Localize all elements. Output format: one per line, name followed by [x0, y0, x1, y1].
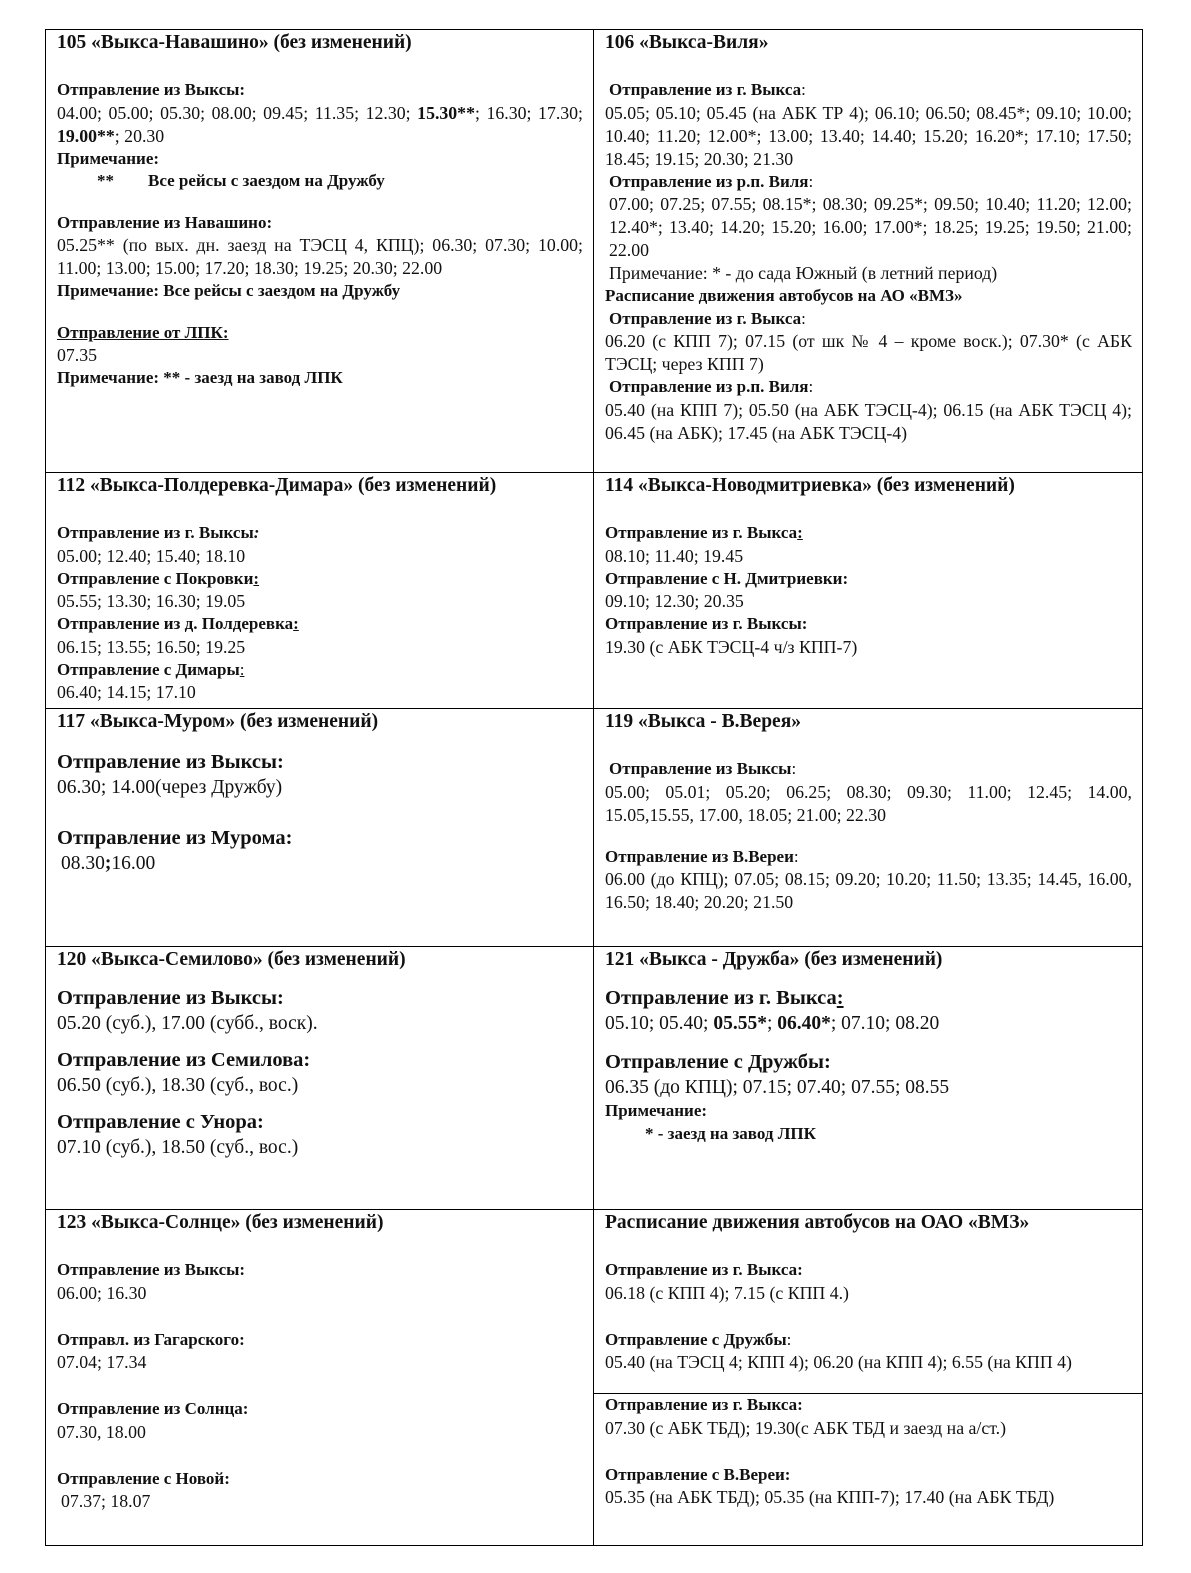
- departure-label: Отправление с Унора:: [57, 1111, 264, 1133]
- table-row: [46, 473, 1143, 709]
- departure-label: Отправление с Н. Дмитриевки:: [605, 568, 849, 588]
- table-row: [46, 1210, 1143, 1546]
- departure-times: 07.35: [57, 345, 98, 365]
- timetable-sheet: [45, 29, 1142, 1546]
- departure-times: 07.37; 18.07: [61, 1491, 151, 1511]
- departure-label: Отправление из В.Вереи:: [605, 846, 799, 866]
- route-119-cell: [594, 709, 1143, 947]
- route-title: 123 «Выкса-Солнце» (без изменений): [57, 1212, 384, 1233]
- route-title: 119 «Выкса - В.Верея»: [605, 711, 802, 732]
- route-112-cell: [46, 473, 594, 709]
- route-title: 112 «Выкса-Полдеревка-Димара» (без изменений): [57, 475, 497, 496]
- departure-times: 05.35 (на АБК ТБД); 05.35 (на КПП-7); 17.40 (на АБК ТБД): [605, 1487, 1055, 1507]
- departure-times: 06.40; 14.15; 17.10: [57, 682, 196, 702]
- departure-times: 19.30 (с АБК ТЭСЦ-4 ч/з КПП-7): [605, 636, 858, 657]
- note-text: * - заезд на завод ЛПК: [645, 1123, 816, 1143]
- route-120-cell: [46, 947, 594, 1210]
- departure-label: Отправление из Выксы:: [57, 987, 284, 1009]
- note-label: Примечание:: [605, 1101, 708, 1120]
- oao-vmz-cell: [594, 1210, 1143, 1546]
- route-title: 106 «Выкса-Виля»: [605, 32, 769, 53]
- departure-label: Отправление с Дружбы:: [605, 1329, 792, 1349]
- departure-times: 05.40 (на КПП 7); 05.50 (на АБК ТЭСЦ-4); 06.15 (на АБК ТЭСЦ 4); 06.45 (на АБК); 17.45 (на АБК ТЭСЦ-4): [605, 399, 1132, 443]
- departure-label: Отправление из г. Выкса:: [605, 1395, 803, 1414]
- route-106-cell: [594, 30, 1143, 473]
- note-text: Примечание: Все рейсы с заездом на Дружбу: [57, 281, 401, 300]
- departure-times: 05.55; 13.30; 16.30; 19.05: [57, 591, 246, 611]
- route-117-cell: [46, 709, 594, 947]
- table-row: [46, 30, 1143, 473]
- departure-times: 06.35 (до КПЦ); 07.15; 07.40; 07.55; 08.55: [605, 1077, 950, 1098]
- section-title: Расписание движения автобусов на АО «ВМЗ»: [605, 286, 963, 305]
- route-121-cell: [594, 947, 1143, 1210]
- departure-label: Отправление из г. Выкса:: [605, 523, 803, 542]
- departure-times: 05.10; 05.40; 05.55*; 06.40*; 07.10; 08.20: [605, 1013, 940, 1034]
- route-114-cell: [594, 473, 1143, 709]
- departure-times: 05.25** (по вых. дн. заезд на ТЭСЦ 4, КПЦ); 06.30; 07.30; 10.00; 11.00; 13.00; 15.00; 17.20; 18.30; 19.25; 20.30; 22.00: [57, 235, 583, 278]
- departure-times: 07.10 (суб.), 18.50 (суб., вос.): [57, 1137, 299, 1158]
- departure-times: 05.05; 05.10; 05.45 (на АБК ТР 4); 06.10; 06.50; 08.45*; 09.10; 10.00; 10.40; 11.20; 12.00*; 13.00; 13.40; 14.40; 15.20; 16.20*; 17.10; 17.50; 18.45; 19.15; 20.30; 21.30: [605, 102, 1132, 169]
- departure-label: Отправление с Димары:: [57, 659, 245, 679]
- route-105-cell: [46, 30, 594, 473]
- departure-label: Отправление с Покровки:: [57, 568, 260, 588]
- departure-label: Отправление из д. Полдеревка:: [57, 614, 299, 633]
- route-title: 114 «Выкса-Новодмитриевка» (без изменений): [605, 475, 1015, 496]
- departure-times: 07.00; 07.25; 07.55; 08.15*; 08.30; 09.25*; 09.50; 10.40; 11.20; 12.00; 12.40*; 13.40; 14.20; 15.20; 16.00; 17.00*; 18.25; 19.25; 19.50; 21.00; 22.00: [609, 194, 1132, 260]
- note-text: Примечание: ** - заезд на завод ЛПК: [57, 368, 343, 387]
- departure-times: 06.50 (суб.), 18.30 (суб., вос.): [57, 1075, 299, 1096]
- departure-label: Отправление из Солнца:: [57, 1399, 249, 1418]
- departure-label: Отправление с В.Вереи:: [605, 1464, 791, 1484]
- timetable-grid: [45, 29, 1143, 1546]
- route-title: 121 «Выкса - Дружба» (без изменений): [605, 949, 943, 970]
- departure-times: 06.18 (с КПП 4); 7.15 (с КПП 4.): [605, 1282, 849, 1303]
- section-divider: [594, 1393, 1142, 1509]
- departure-label: Отправление из р.п. Виля:: [609, 377, 814, 396]
- departure-times: 05.00; 05.01; 05.20; 06.25; 08.30; 09.30; 11.00; 12.45; 14.00, 15.05,15.55, 17.00, 18.05; 21.00; 22.30: [605, 781, 1132, 825]
- departure-label: Отправление из Мурома:: [57, 827, 293, 849]
- departure-times: 06.00; 16.30: [57, 1282, 147, 1303]
- departure-label: Отправление от ЛПК:: [57, 322, 229, 342]
- departure-label: Отправление из г. Выкса:: [609, 80, 806, 99]
- departure-times: 08.10; 11.40; 19.45: [605, 545, 744, 566]
- departure-label: Отправление из г. Выкса:: [605, 1260, 803, 1279]
- departure-label: Отправление из р.п. Виля:: [609, 171, 814, 191]
- departure-times: 05.20 (суб.), 17.00 (субб., воск).: [57, 1013, 318, 1034]
- departure-label: Отправление из Выксы:: [57, 80, 246, 99]
- departure-label: Отправление с Дружбы:: [605, 1051, 831, 1073]
- departure-times: 05.00; 12.40; 15.40; 18.10: [57, 545, 246, 566]
- departure-times: 07.04; 17.34: [57, 1352, 147, 1372]
- note-text: ** Все рейсы с заездом на Дружбу: [97, 171, 385, 190]
- departure-label: Отправление из Навашино:: [57, 212, 273, 232]
- route-title: 105 «Выкса-Навашино» (без изменений): [57, 32, 412, 53]
- section-title: Расписание движения автобусов на ОАО «ВМЗ»: [605, 1212, 1030, 1233]
- departure-label: Отправление из г. Выкса:: [609, 308, 806, 328]
- route-123-cell: [46, 1210, 594, 1546]
- departure-times: 07.30 (с АБК ТБД); 19.30(с АБК ТБД и заезд на а/ст.): [605, 1417, 1007, 1438]
- table-row: [46, 947, 1143, 1210]
- departure-times: 07.30, 18.00: [57, 1421, 146, 1442]
- departure-label: Отправл. из Гагарского:: [57, 1329, 245, 1349]
- departure-label: Отправление из г. Выксы:: [57, 523, 260, 542]
- departure-label: Отправление из Выксы:: [609, 759, 797, 778]
- departure-times: 06.00 (до КПЦ); 07.05; 08.15; 09.20; 10.20; 11.50; 13.35; 14.45, 16.00, 16.50; 18.40; 20.20; 21.50: [605, 869, 1132, 912]
- departure-label: Отправление из Семилова:: [57, 1049, 311, 1071]
- route-title: 117 «Выкса-Муром» (без изменений): [57, 711, 379, 732]
- departure-times: 05.40 (на ТЭСЦ 4; КПП 4); 06.20 (на КПП 4); 6.55 (на КПП 4): [605, 1352, 1072, 1372]
- departure-times: 06.20 (с КПП 7); 07.15 (от шк № 4 – кроме воск.); 07.30* (с АБК ТЭСЦ; через КПП 7): [605, 331, 1132, 374]
- note-text: Примечание: * - до сада Южный (в летний период): [609, 263, 998, 283]
- departure-times: 06.30; 14.00(через Дружбу): [57, 777, 283, 798]
- departure-label: Отправление из Выксы:: [57, 751, 284, 773]
- table-row: [46, 709, 1143, 947]
- departure-label: Отправление из г. Выкса:: [605, 987, 844, 1009]
- departure-times: 08.30;16.00: [61, 853, 156, 874]
- departure-label: Отправление из Выксы:: [57, 1260, 246, 1279]
- departure-label: Отправление с Новой:: [57, 1468, 230, 1488]
- route-title: 120 «Выкса-Семилово» (без изменений): [57, 949, 406, 970]
- departure-times: 06.15; 13.55; 16.50; 19.25: [57, 636, 246, 657]
- departure-label: Отправление из г. Выксы:: [605, 614, 808, 633]
- departure-times: 04.00; 05.00; 05.30; 08.00; 09.45; 11.35; 12.30; 15.30**; 16.30; 17.30; 19.00**; 20.30: [57, 102, 584, 146]
- note-label: Примечание:: [57, 148, 160, 168]
- departure-times: 09.10; 12.30; 20.35: [605, 591, 744, 611]
